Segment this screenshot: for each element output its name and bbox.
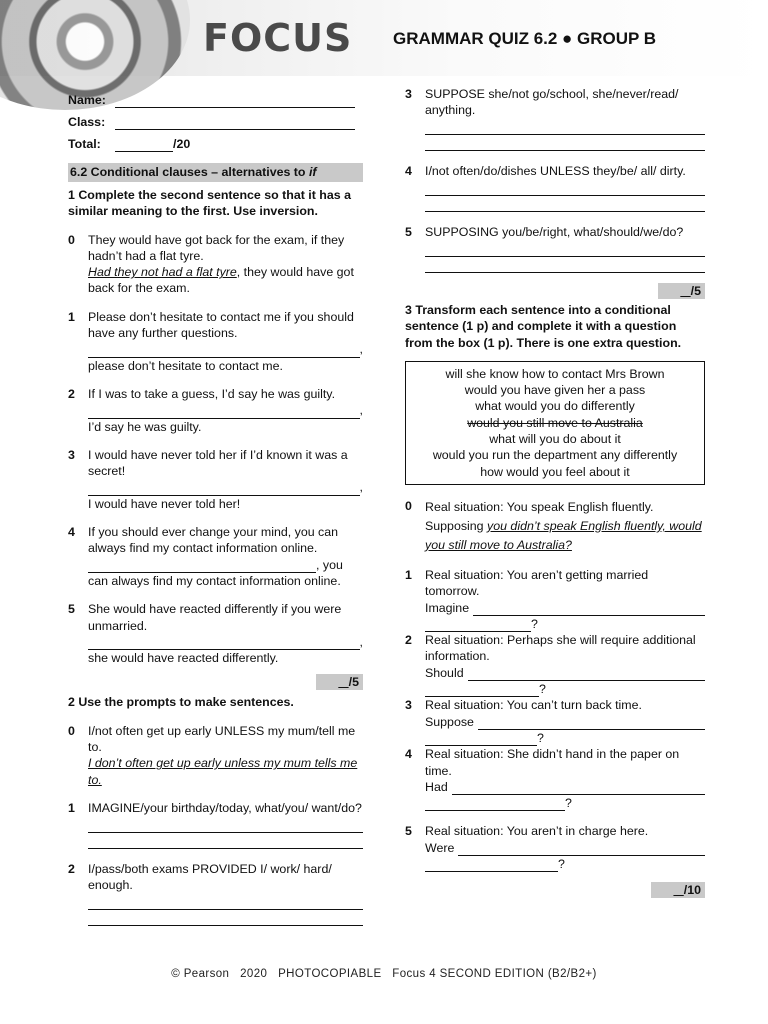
item-ending: I would have never told her! xyxy=(88,496,241,511)
item-ending: can always find my contact information online. xyxy=(88,573,341,588)
item-number: 1 xyxy=(68,800,75,815)
question-box xyxy=(405,361,705,485)
ex1-item-1 xyxy=(68,309,363,374)
quiz-title: GRAMMAR QUIZ 6.2 ● GROUP B xyxy=(393,29,657,48)
item-number: 1 xyxy=(68,309,75,324)
answer-row xyxy=(425,714,705,730)
section-label: 6.2 Conditional clauses – alternatives to xyxy=(70,165,309,179)
answer-line[interactable] xyxy=(478,714,705,730)
total-field[interactable] xyxy=(115,138,173,152)
answer-line[interactable] xyxy=(88,634,360,650)
answer-line[interactable] xyxy=(88,893,363,909)
ex3-item-5 xyxy=(405,823,705,872)
answer-line[interactable] xyxy=(425,135,705,151)
example-answer: Had they not had a flat tyre xyxy=(88,265,237,280)
ex3-instruction: 3 Transform each sentence into a conditional sentence (1 p) and complete it with a question from the box (1 p). There is one extra question. xyxy=(405,302,682,350)
ex2-item-5 xyxy=(405,224,705,273)
ex1-item-5 xyxy=(68,601,363,666)
answer-line[interactable] xyxy=(425,856,558,872)
answer-line[interactable] xyxy=(452,779,705,795)
item-ending: please don’t hesitate to contact me. xyxy=(88,358,283,373)
answer-line-row: , xyxy=(88,634,363,650)
answer-line[interactable] xyxy=(425,257,705,273)
section-label-italic: if xyxy=(308,165,317,179)
ex2-item-4 xyxy=(405,163,705,212)
score-total: /5 xyxy=(690,283,701,298)
item-prompt: I/pass/both exams PROVIDED I/ work/ hard/ enough. xyxy=(88,861,332,893)
score-box xyxy=(658,283,705,299)
total-label: Total: xyxy=(68,136,101,151)
answer-row xyxy=(425,600,705,616)
answer-line-row: , xyxy=(88,341,363,357)
answer-row xyxy=(425,795,705,811)
example-answer: you didn’t speak English fluently, would you still move to Australia? xyxy=(425,518,702,552)
item-number: 4 xyxy=(68,525,75,540)
ex2-item-2 xyxy=(68,861,363,926)
item-prompt: I/not often get up early UNLESS my mum/tell me to. xyxy=(88,723,356,755)
item-number: 2 xyxy=(68,861,75,876)
box-question-used: would you still move to Australia xyxy=(467,415,643,430)
page-header xyxy=(0,0,768,76)
answer-line[interactable] xyxy=(425,795,565,811)
class-row xyxy=(68,108,363,130)
answer-line[interactable] xyxy=(88,833,363,849)
item-number: 4 xyxy=(405,747,412,762)
item-ending: she would have reacted differently. xyxy=(88,651,279,666)
answer-line[interactable] xyxy=(468,665,705,681)
answer-line[interactable] xyxy=(88,910,363,926)
answer-line[interactable] xyxy=(458,840,705,856)
ex1-item-4 xyxy=(68,524,363,589)
ex3-item-4 xyxy=(405,746,705,811)
item-question: She would have reacted differently if you were unmarried. xyxy=(88,602,342,633)
answer-row xyxy=(425,681,705,697)
answer-line[interactable] xyxy=(88,816,363,832)
box-question: how would you feel about it xyxy=(480,464,630,479)
right-column xyxy=(405,86,705,898)
item-question: If I was to take a guess, I’d say he was guilty. xyxy=(88,386,336,401)
focus-logo: FOCUS xyxy=(203,16,353,60)
answer-line[interactable] xyxy=(88,557,316,573)
item-number: 1 xyxy=(405,567,412,582)
example-answer-row xyxy=(425,517,705,555)
left-column xyxy=(68,86,363,926)
answer-line[interactable] xyxy=(473,600,705,616)
item-number: 5 xyxy=(68,602,75,617)
item-number: 5 xyxy=(405,824,412,839)
question-mark: ? xyxy=(558,856,565,871)
answer-row xyxy=(425,779,705,795)
item-prompt: SUPPOSING you/be/right, what/should/we/do? xyxy=(425,225,684,240)
item-situation: Real situation: She didn’t hand in the paper on time. xyxy=(425,747,680,778)
item-number: 0 xyxy=(68,723,75,738)
answer-row xyxy=(425,665,705,681)
answer-line[interactable] xyxy=(425,730,537,746)
answer-line[interactable] xyxy=(425,240,705,256)
item-lead: Supposing xyxy=(425,518,488,533)
item-number: 2 xyxy=(405,633,412,648)
question-mark: ? xyxy=(539,682,546,697)
item-ending: I’d say he was guilty. xyxy=(88,419,202,434)
item-situation: Real situation: You can’t turn back time. xyxy=(425,698,642,713)
ex1-score xyxy=(68,674,363,690)
item-number: 4 xyxy=(405,164,412,179)
answer-line-row: , xyxy=(88,479,363,495)
ex3-item-0 xyxy=(405,498,705,555)
answer-line-row: , xyxy=(88,402,363,418)
answer-line[interactable] xyxy=(425,119,705,135)
item-number: 3 xyxy=(405,87,412,101)
question-mark: ? xyxy=(565,796,572,811)
ex1-item-2 xyxy=(68,386,363,435)
answer-row xyxy=(425,856,705,872)
answer-row xyxy=(425,616,705,632)
box-question: would you have given her a pass xyxy=(464,383,646,398)
ex2-score xyxy=(405,283,705,299)
item-question: I would have never told her if I’d known it was a secret! xyxy=(88,447,348,479)
item-number: 3 xyxy=(405,698,412,713)
item-lead: Suppose xyxy=(425,714,474,729)
item-question: Please don’t hesitate to contact me if you should have any further questions. xyxy=(88,309,354,341)
answer-line[interactable] xyxy=(425,681,539,697)
item-number: 0 xyxy=(68,232,75,247)
score-box xyxy=(316,674,363,690)
answer-line[interactable] xyxy=(425,616,531,632)
box-question: will she know how to contact Mrs Brown xyxy=(445,366,665,381)
item-situation: Real situation: You aren’t getting married tomorrow. xyxy=(425,567,649,599)
answer-row xyxy=(425,730,705,746)
ex3-item-2 xyxy=(405,632,705,697)
item-prompt: I/not often/do/dishes UNLESS they/be/ all/ dirty. xyxy=(425,164,686,179)
class-field[interactable] xyxy=(115,116,355,130)
name-row xyxy=(68,86,363,108)
box-question: would you run the department any differently xyxy=(432,448,678,463)
page-footer: © Pearson 2020 PHOTOCOPIABLE Focus 4 SECOND EDITION (B2/B2+) xyxy=(171,968,597,980)
answer-row xyxy=(425,840,705,856)
example-answer: I don’t often get up early unless my mum tells me to. xyxy=(88,756,358,787)
ex3-score xyxy=(405,882,705,898)
answer-line[interactable] xyxy=(425,196,705,212)
box-question: what would you do differently xyxy=(475,399,635,414)
item-number: 3 xyxy=(68,447,75,462)
item-situation: Real situation: You aren’t in charge here. xyxy=(425,824,649,839)
example-rest: , they would have got back for the exam. xyxy=(88,265,354,296)
ex1-item-3 xyxy=(68,447,363,512)
total-suffix: /20 xyxy=(173,136,191,151)
section-heading xyxy=(68,163,363,182)
total-row xyxy=(68,130,363,152)
item-lead: Were xyxy=(425,840,455,855)
item-mid: , you xyxy=(316,557,343,572)
item-number: 2 xyxy=(68,386,75,401)
ex1-item-0 xyxy=(68,232,363,297)
answer-line[interactable] xyxy=(88,479,360,495)
ex2-instruction: 2 Use the prompts to make sentences. xyxy=(68,695,294,710)
score-total: /5 xyxy=(348,675,359,690)
item-question: If you should ever change your mind, you can always find my contact information online. xyxy=(88,525,339,556)
item-answer xyxy=(88,264,363,297)
item-prompt: SUPPOSE she/not go/school, she/never/read/ anything. xyxy=(425,87,679,118)
question-mark: ? xyxy=(537,730,544,745)
question-mark: ? xyxy=(531,616,538,631)
item-number: 0 xyxy=(405,498,412,513)
item-situation: Real situation: Perhaps she will require additional information. xyxy=(425,633,696,664)
item-situation: Real situation: You speak English fluently. xyxy=(425,499,654,514)
class-label: Class: xyxy=(68,114,106,129)
ex3-item-1 xyxy=(405,567,705,632)
answer-line[interactable] xyxy=(88,402,360,418)
box-question: what will you do about it xyxy=(489,432,621,447)
name-label: Name: xyxy=(68,92,106,107)
answer-line[interactable] xyxy=(88,341,360,357)
ex2-item-0 xyxy=(68,723,363,788)
ex2-item-1 xyxy=(68,800,363,849)
ex1-instruction: 1 Complete the second sentence so that it has a similar meaning to the first. Use inversion. xyxy=(68,188,351,219)
ex2-item-3 xyxy=(405,86,705,151)
answer-line-row xyxy=(88,557,363,573)
item-lead: Imagine xyxy=(425,600,470,615)
item-question: They would have got back for the exam, if they hadn’t had a flat tyre. xyxy=(88,232,345,263)
name-field[interactable] xyxy=(115,94,355,108)
ex3-item-3 xyxy=(405,697,705,746)
score-total: /10 xyxy=(683,883,701,898)
item-lead: Should xyxy=(425,665,464,680)
score-box xyxy=(651,882,705,898)
item-number: 5 xyxy=(405,225,412,240)
answer-line[interactable] xyxy=(425,179,705,195)
item-prompt: IMAGINE/your birthday/today, what/you/ want/do? xyxy=(88,800,362,815)
item-lead: Had xyxy=(425,779,448,794)
